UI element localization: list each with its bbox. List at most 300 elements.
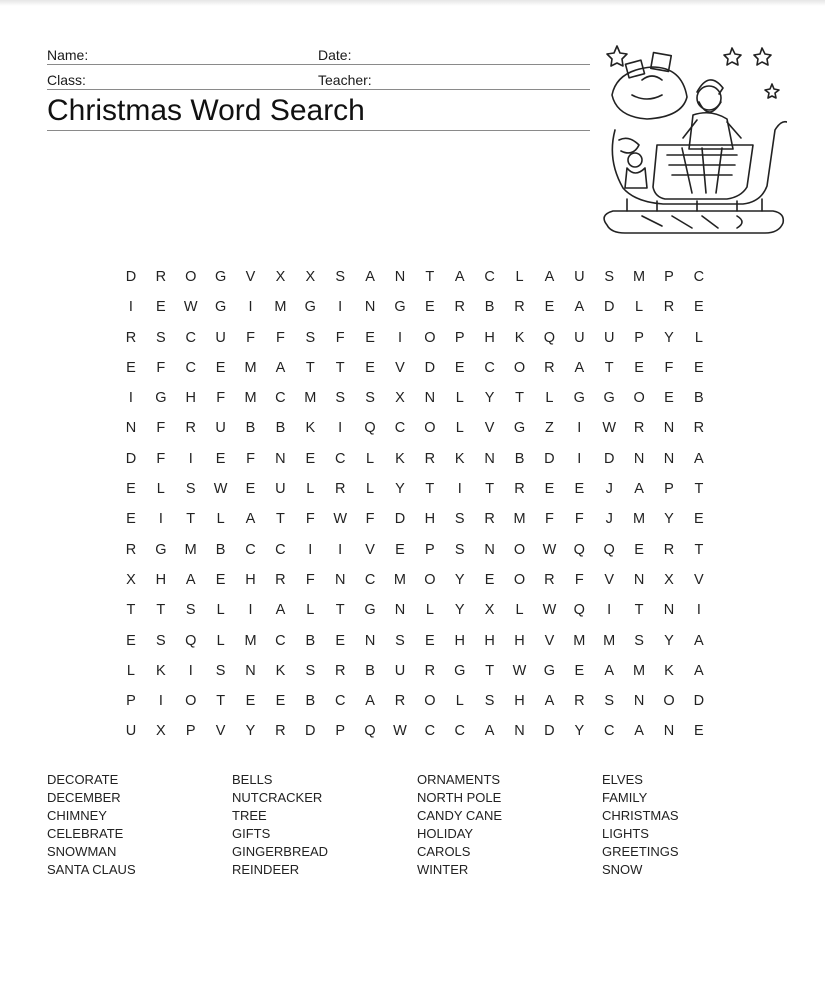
word-column [417,771,602,878]
word-list-item: CHRISTMAS [602,807,679,823]
grid-letter: R [424,662,436,679]
grid-letter: G [155,541,167,558]
grid-letter: V [215,723,226,740]
grid-letter: I [128,390,133,407]
grid-letter: C [185,359,196,376]
grid-letter: E [694,359,704,376]
grid-letter: E [484,571,495,588]
grid-letter: A [694,662,704,679]
grid-letter: D [693,693,705,710]
grid-letter: F [365,511,375,528]
grid-letter: B [484,299,495,316]
grid-letter: A [694,450,704,467]
grid-letter: N [633,450,645,467]
word-list-item: WINTER [417,861,469,877]
grid-letter: A [574,359,585,376]
grid-letter: N [394,602,406,619]
grid-letter: B [305,632,316,649]
grid-letter: I [577,420,582,437]
grid-letter: R [633,420,645,437]
grid-letter: X [156,723,166,740]
grid-letter: R [424,450,436,467]
grid-letter: E [544,299,555,316]
grid-letter: L [216,511,225,528]
word-list-item: GINGERBREAD [232,843,329,859]
grid-letter: X [275,269,286,285]
grid-letter: A [185,571,196,588]
grid-letter: E [544,481,555,498]
word-list-item: DECORATE [47,772,119,787]
grid-letter: O [424,329,436,346]
grid-letter: C [275,541,286,558]
grid-letter: A [365,693,375,710]
word-list-item: HOLIDAY [417,825,474,841]
grid-letter: S [215,662,226,679]
grid-letter: C [603,723,615,740]
grid-letter: O [513,359,526,376]
word-list-item: ORNAMENTS [417,772,501,787]
grid-letter: S [156,632,166,649]
grid-letter: N [245,662,256,679]
grid-letter: M [393,571,406,588]
grid-letter: P [664,481,674,498]
grid-letter: L [216,632,225,649]
grid-letter: O [513,571,526,588]
grid-letter: E [245,481,256,498]
grid-letter: T [305,359,315,376]
grid-letter: E [335,632,346,649]
grid-letter: R [155,269,167,285]
grid-letter: C [334,450,346,467]
grid-letter: S [604,269,615,285]
grid-letter: S [305,329,316,346]
word-list-item: TREE [232,807,267,823]
word-list-item: DECEMBER [47,789,121,805]
grid-letter: G [454,662,466,679]
grid-letter: U [603,329,615,346]
word-list-item: LIGHTS [602,825,649,841]
grid-letter: M [513,511,526,528]
grid-letter: X [305,269,316,285]
grid-letter: H [185,390,196,407]
grid-letter: E [694,511,704,528]
grid-letter: T [515,390,524,407]
grid-letter: A [275,602,286,619]
grid-letter: P [185,723,196,740]
santa-sleigh-image [597,40,787,240]
grid-letter: U [275,481,286,498]
page-top-shade [0,0,825,6]
grid-letter: E [425,299,435,316]
grid-letter: U [394,662,406,679]
grid-letter: P [126,693,136,710]
grid-letter: P [634,329,644,346]
grid-letter: R [334,662,346,679]
grid-letter: T [335,602,345,619]
grid-letter: L [366,450,375,467]
grid-letter: L [306,481,315,498]
grid-letter: R [544,571,555,588]
grid-letter: R [544,359,555,376]
grid-letter: B [245,420,256,437]
grid-letter: I [338,299,343,316]
grid-letter: N [633,693,645,710]
grid-letter: R [275,723,286,740]
grid-letter: H [484,632,495,649]
grid-letter: D [544,450,555,467]
grid-letter: S [454,511,465,528]
grid-letter: L [635,299,644,316]
grid-letter: R [574,693,585,710]
grid-letter: A [245,511,256,528]
grid-letter: Y [664,511,674,528]
grid-letter: M [304,390,317,407]
grid-letter: O [185,693,197,710]
grid-letter: I [607,602,612,619]
grid-letter: F [335,329,345,346]
grid-letter: N [424,390,436,407]
grid-letter: W [512,662,527,679]
grid-letter: R [185,420,196,437]
grid-letter: L [694,329,703,346]
grid-letter: N [663,602,675,619]
grid-letter: M [603,632,616,649]
grid-letter: E [574,481,585,498]
grid-letter: A [574,299,585,316]
grid-letter: A [604,662,615,679]
grid-letter: E [275,693,286,710]
grid-letter: G [543,662,556,679]
grid-letter: V [544,632,555,649]
grid-letter: A [634,481,644,498]
grid-letter: Q [185,632,197,649]
grid-letter: A [634,723,644,740]
teacher-label: Teacher: [318,72,372,88]
word-list-item: GREETINGS [602,843,679,859]
grid-letter: U [215,420,226,437]
grid-letter: U [574,329,585,346]
grid-letter: T [186,511,196,528]
grid-letter: R [334,481,346,498]
grid-letter: C [364,571,376,588]
grid-letter: T [485,481,495,498]
grid-letter: G [214,299,227,316]
grid-letter: T [216,693,226,710]
grid-letter: I [308,541,313,558]
grid-letter: S [305,662,316,679]
grid-letter: W [542,541,557,558]
grid-letter: P [454,329,465,346]
grid-letter: N [663,450,675,467]
grid-letter: C [334,693,346,710]
grid-letter: R [693,420,705,437]
grid-letter: A [694,632,704,649]
grid-letter: M [633,662,646,679]
grid-letter: E [634,359,644,376]
grid-letter: O [633,390,645,407]
grid-letter: B [305,693,316,710]
grid-letter: Y [454,571,465,588]
grid-letter: F [156,359,166,376]
grid-letter: S [454,541,465,558]
grid-letter: C [185,329,196,346]
grid-letter: D [603,299,615,316]
grid-letter: P [335,723,346,740]
grid-letter: F [156,420,166,437]
grid-letter: U [125,723,137,740]
grid-letter: G [394,299,406,316]
grid-letter: R [394,693,406,710]
grid-letter: S [604,693,615,710]
grid-letter: U [215,329,226,346]
word-list-item: BELLS [232,772,273,787]
grid-letter: J [605,481,613,498]
grid-letter: R [514,481,525,498]
grid-letter: S [395,632,405,649]
grid-letter: F [246,450,255,467]
grid-letter: R [125,541,137,558]
word-column [602,771,787,878]
letter-grid [116,262,714,747]
grid-letter: H [484,329,495,346]
grid-letter: L [515,269,524,285]
grid-letter: D [424,359,436,376]
grid-letter: E [395,541,405,558]
grid-letter: W [602,420,617,437]
grid-letter: F [544,511,554,528]
class-teacher-line [47,72,590,90]
grid-letter: V [365,541,375,558]
grid-letter: N [334,571,346,588]
grid-letter: E [126,481,136,498]
grid-letter: U [574,269,585,285]
grid-letter: L [216,602,225,619]
grid-letter: T [275,511,285,528]
grid-letter: Y [245,723,256,740]
word-list-item: SANTA CLAUS [47,861,136,877]
grid-letter: L [366,481,375,498]
grid-letter: T [694,541,704,558]
grid-letter: N [364,299,376,316]
grid-letter: L [156,481,165,498]
grid-letter: W [333,511,348,528]
grid-letter: B [694,390,704,407]
grid-letter: G [304,299,316,316]
grid-letter: H [424,511,436,528]
grid-letter: C [275,390,286,407]
grid-letter: N [394,269,406,285]
word-list-item: CHIMNEY [47,807,107,823]
grid-letter: E [365,329,375,346]
grid-letter: R [663,299,675,316]
grid-letter: K [156,662,166,679]
grid-letter: S [335,390,346,407]
grid-letter: P [425,541,435,558]
grid-letter: N [275,450,286,467]
grid-letter: L [455,693,464,710]
grid-letter: A [484,723,495,740]
grid-letter: Y [484,390,495,407]
grid-letter: Y [574,723,585,740]
word-list-item: FAMILY [602,789,648,805]
grid-letter: I [248,602,253,619]
grid-letter: F [246,329,255,346]
grid-letter: K [664,662,674,679]
grid-letter: H [514,693,525,710]
grid-letter: D [305,723,316,740]
grid-letter: Y [454,602,465,619]
grid-letter: L [545,390,554,407]
grid-letter: I [696,602,701,619]
grid-letter: E [156,299,166,316]
grid-letter: O [663,693,675,710]
grid-letter: T [425,481,435,498]
grid-letter: M [633,269,646,285]
grid-letter: Y [395,481,405,498]
grid-letter: R [454,299,465,316]
grid-letter: E [694,723,704,740]
grid-letter: N [364,632,376,649]
grid-letter: S [365,390,375,407]
name-label: Name: [47,47,89,63]
grid-letter: I [158,511,163,528]
grid-letter: G [573,390,585,407]
grid-letter: R [663,541,675,558]
grid-letter: H [514,632,525,649]
grid-letter: B [514,450,525,467]
grid-letter: A [454,269,465,285]
grid-letter: E [694,299,704,316]
grid-letter: R [275,571,286,588]
word-list-item: CANDY CANE [417,807,503,823]
grid-letter: F [216,390,226,407]
grid-letter: N [125,420,137,437]
word-column [47,771,232,878]
grid-letter: I [248,299,253,316]
grid-letter: S [335,269,346,285]
grid-letter: T [485,662,495,679]
grid-letter: F [305,571,315,588]
grid-letter: I [188,450,193,467]
grid-letter: Q [573,541,585,558]
grid-letter: N [484,450,495,467]
word-column [232,771,417,878]
grid-letter: F [156,450,166,467]
grid-letter: Q [543,329,556,346]
grid-letter: S [156,329,166,346]
grid-letter: G [155,390,167,407]
grid-letter: K [395,450,405,467]
grid-letter: G [364,602,376,619]
grid-letter: T [335,359,345,376]
grid-letter: E [215,450,226,467]
grid-letter: R [514,299,525,316]
grid-letter: I [457,481,462,498]
grid-letter: Q [573,602,585,619]
grid-letter: I [338,420,343,437]
grid-letter: E [126,359,136,376]
grid-letter: T [425,269,435,285]
grid-letter: L [306,602,315,619]
grid-letter: I [188,662,193,679]
grid-letter: W [213,481,228,498]
grid-letter: V [395,359,405,376]
grid-letter: D [125,450,137,467]
name-date-line [47,47,590,65]
grid-letter: N [514,723,525,740]
grid-letter: A [544,693,555,710]
grid-letter: I [577,450,582,467]
grid-letter: H [245,571,256,588]
class-label: Class: [47,72,86,88]
grid-letter: E [126,511,136,528]
grid-letter: H [454,632,465,649]
grid-letter: C [484,359,495,376]
grid-letter: A [365,269,375,285]
grid-letter: F [574,571,584,588]
grid-letter: E [365,359,375,376]
grid-letter: N [633,571,645,588]
grid-letter: D [394,511,406,528]
word-list-item: REINDEER [232,861,300,877]
grid-letter: E [215,571,226,588]
grid-letter: B [275,420,286,437]
grid-letter: Y [664,329,674,346]
grid-letter: K [454,450,465,467]
word-list-item: CELEBRATE [47,825,124,841]
grid-letter: D [603,450,615,467]
grid-letter: O [513,541,526,558]
grid-letter: J [605,511,613,528]
grid-letter: C [394,420,406,437]
grid-letter: G [513,420,526,437]
grid-letter: S [185,602,196,619]
grid-letter: D [125,269,137,285]
grid-letter: F [574,511,584,528]
grid-letter: C [424,723,436,740]
grid-letter: C [245,541,256,558]
grid-letter: K [514,329,525,346]
word-list-item: NORTH POLE [417,789,502,805]
word-list-item: SNOW [602,861,643,877]
grid-letter: M [244,359,257,376]
grid-letter: V [245,269,256,285]
grid-letter: X [664,571,674,588]
grid-letter: K [305,420,316,437]
grid-letter: R [484,511,495,528]
grid-letter: A [275,359,286,376]
grid-letter: D [544,723,555,740]
grid-letter: O [424,693,436,710]
grid-letter: V [694,571,704,588]
grid-letter: T [694,481,704,498]
grid-letter: T [126,602,136,619]
grid-letter: Q [364,420,376,437]
grid-letter: N [663,420,675,437]
grid-letter: H [155,571,167,588]
grid-letter: M [573,632,586,649]
grid-letter: Q [364,723,376,740]
grid-letter: M [244,632,257,649]
grid-letter: A [544,269,555,285]
grid-letter: M [633,511,646,528]
grid-letter: N [484,541,495,558]
word-list-item: ELVES [602,772,643,787]
grid-letter: I [128,299,133,316]
grid-letter: Q [603,541,615,558]
grid-letter: F [275,329,285,346]
grid-letter: E [305,450,316,467]
